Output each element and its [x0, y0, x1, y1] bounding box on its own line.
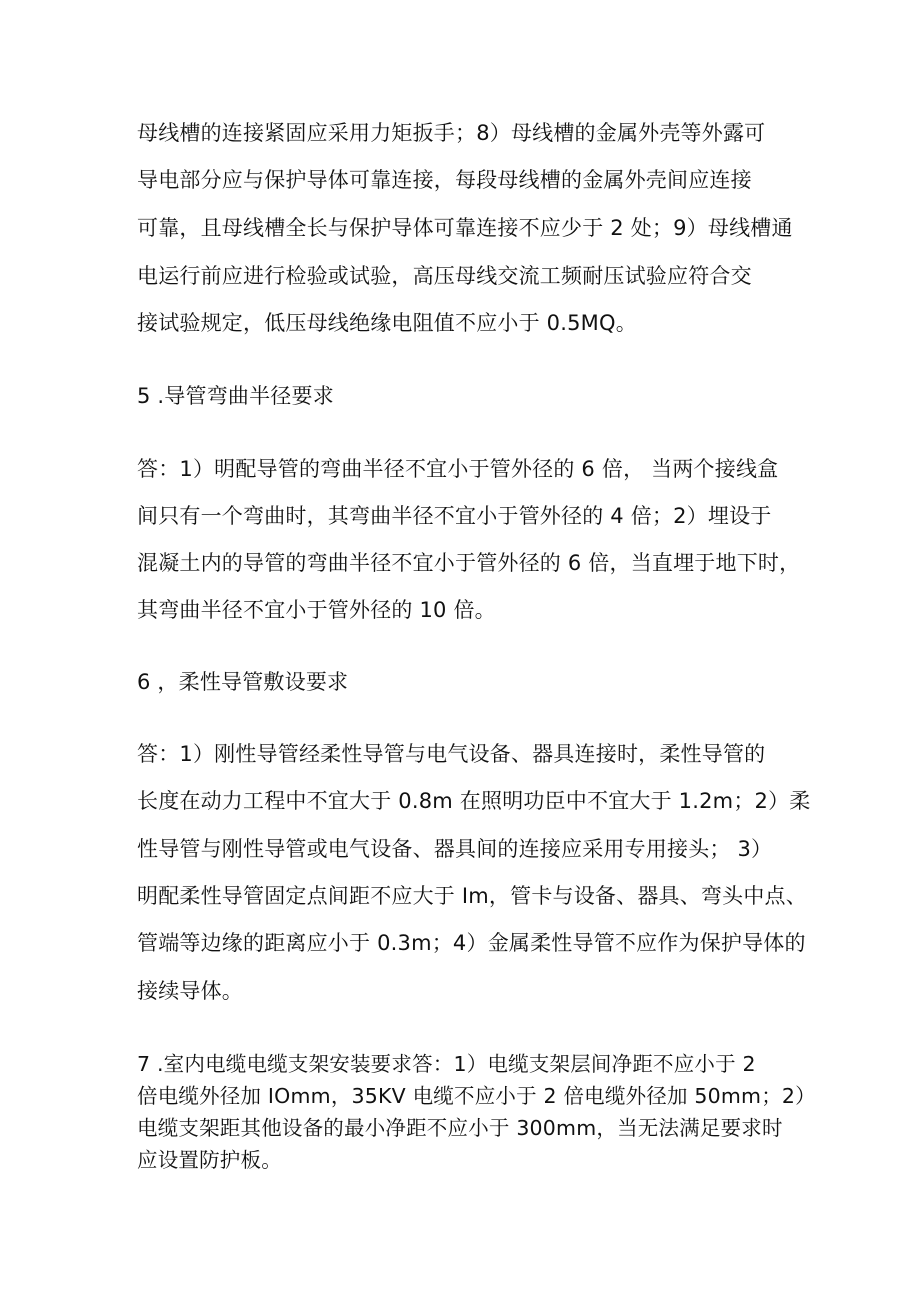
text-line: 导电部分应与保护导体可靠连接，每段母线槽的金属外壳间应连接 [137, 168, 752, 192]
text-line: 长度在动力工程中不宜大于 0.8m 在照明功臣中不宜大于 1.2m；2）柔 [137, 789, 811, 813]
text-line: 性导管与刚性导管或电气设备、器具间的连接应采用专用接头； 3） [137, 837, 773, 861]
text-line: 接续导体。 [137, 979, 243, 1003]
text-line: 倍电缆外径加 IOmm，35KV 电缆不应小于 2 倍电缆外径加 50mm；2） [137, 1084, 816, 1108]
text-line: 母线槽的连接紧固应采用力矩扳手；8）母线槽的金属外壳等外露可 [137, 121, 766, 145]
text-line: 明配柔性导管固定点间距不应大于 Im，管卡与设备、器具、弯头中点、 [137, 884, 807, 908]
text-line: 7 .室内电缆电缆支架安装要求答：1）电缆支架层间净距不应小于 2 [137, 1052, 756, 1076]
text-line: 混凝土内的导管的弯曲半径不宜小于管外径的 6 倍，当直埋于地下时， [137, 551, 801, 575]
text-line: 其弯曲半径不宜小于管外径的 10 倍。 [137, 598, 496, 622]
text-line: 间只有一个弯曲时，其弯曲半径不宜小于管外径的 4 倍；2）埋设于 [137, 504, 772, 528]
text-line: 答：1）刚性导管经柔性导管与电气设备、器具连接时，柔性导管的 [137, 742, 766, 766]
text-line: 电运行前应进行检验或试验，高压母线交流工频耐压试验应符合交 [137, 264, 752, 288]
text-line: 可靠，且母线槽全长与保护导体可靠连接不应少于 2 处；9）母线槽通 [137, 216, 793, 240]
text-line: 答：1）明配导管的弯曲半径不宜小于管外径的 6 倍， 当两个接线盒 [137, 457, 779, 481]
text-line: 接试验规定，低压母线绝缘电阻值不应小于 0.5MQ。 [137, 311, 637, 335]
section-heading: 6 ，柔性导管敷设要求 [137, 670, 349, 694]
text-line: 管端等边缘的距离应小于 0.3m；4）金属柔性导管不应作为保护导体的 [137, 931, 806, 955]
section-heading: 5 .导管弯曲半径要求 [137, 384, 334, 408]
text-line: 应设置防护板。 [137, 1148, 282, 1172]
text-line: 电缆支架距其他设备的最小净距不应小于 300mm，当无法满足要求时 [137, 1116, 783, 1140]
